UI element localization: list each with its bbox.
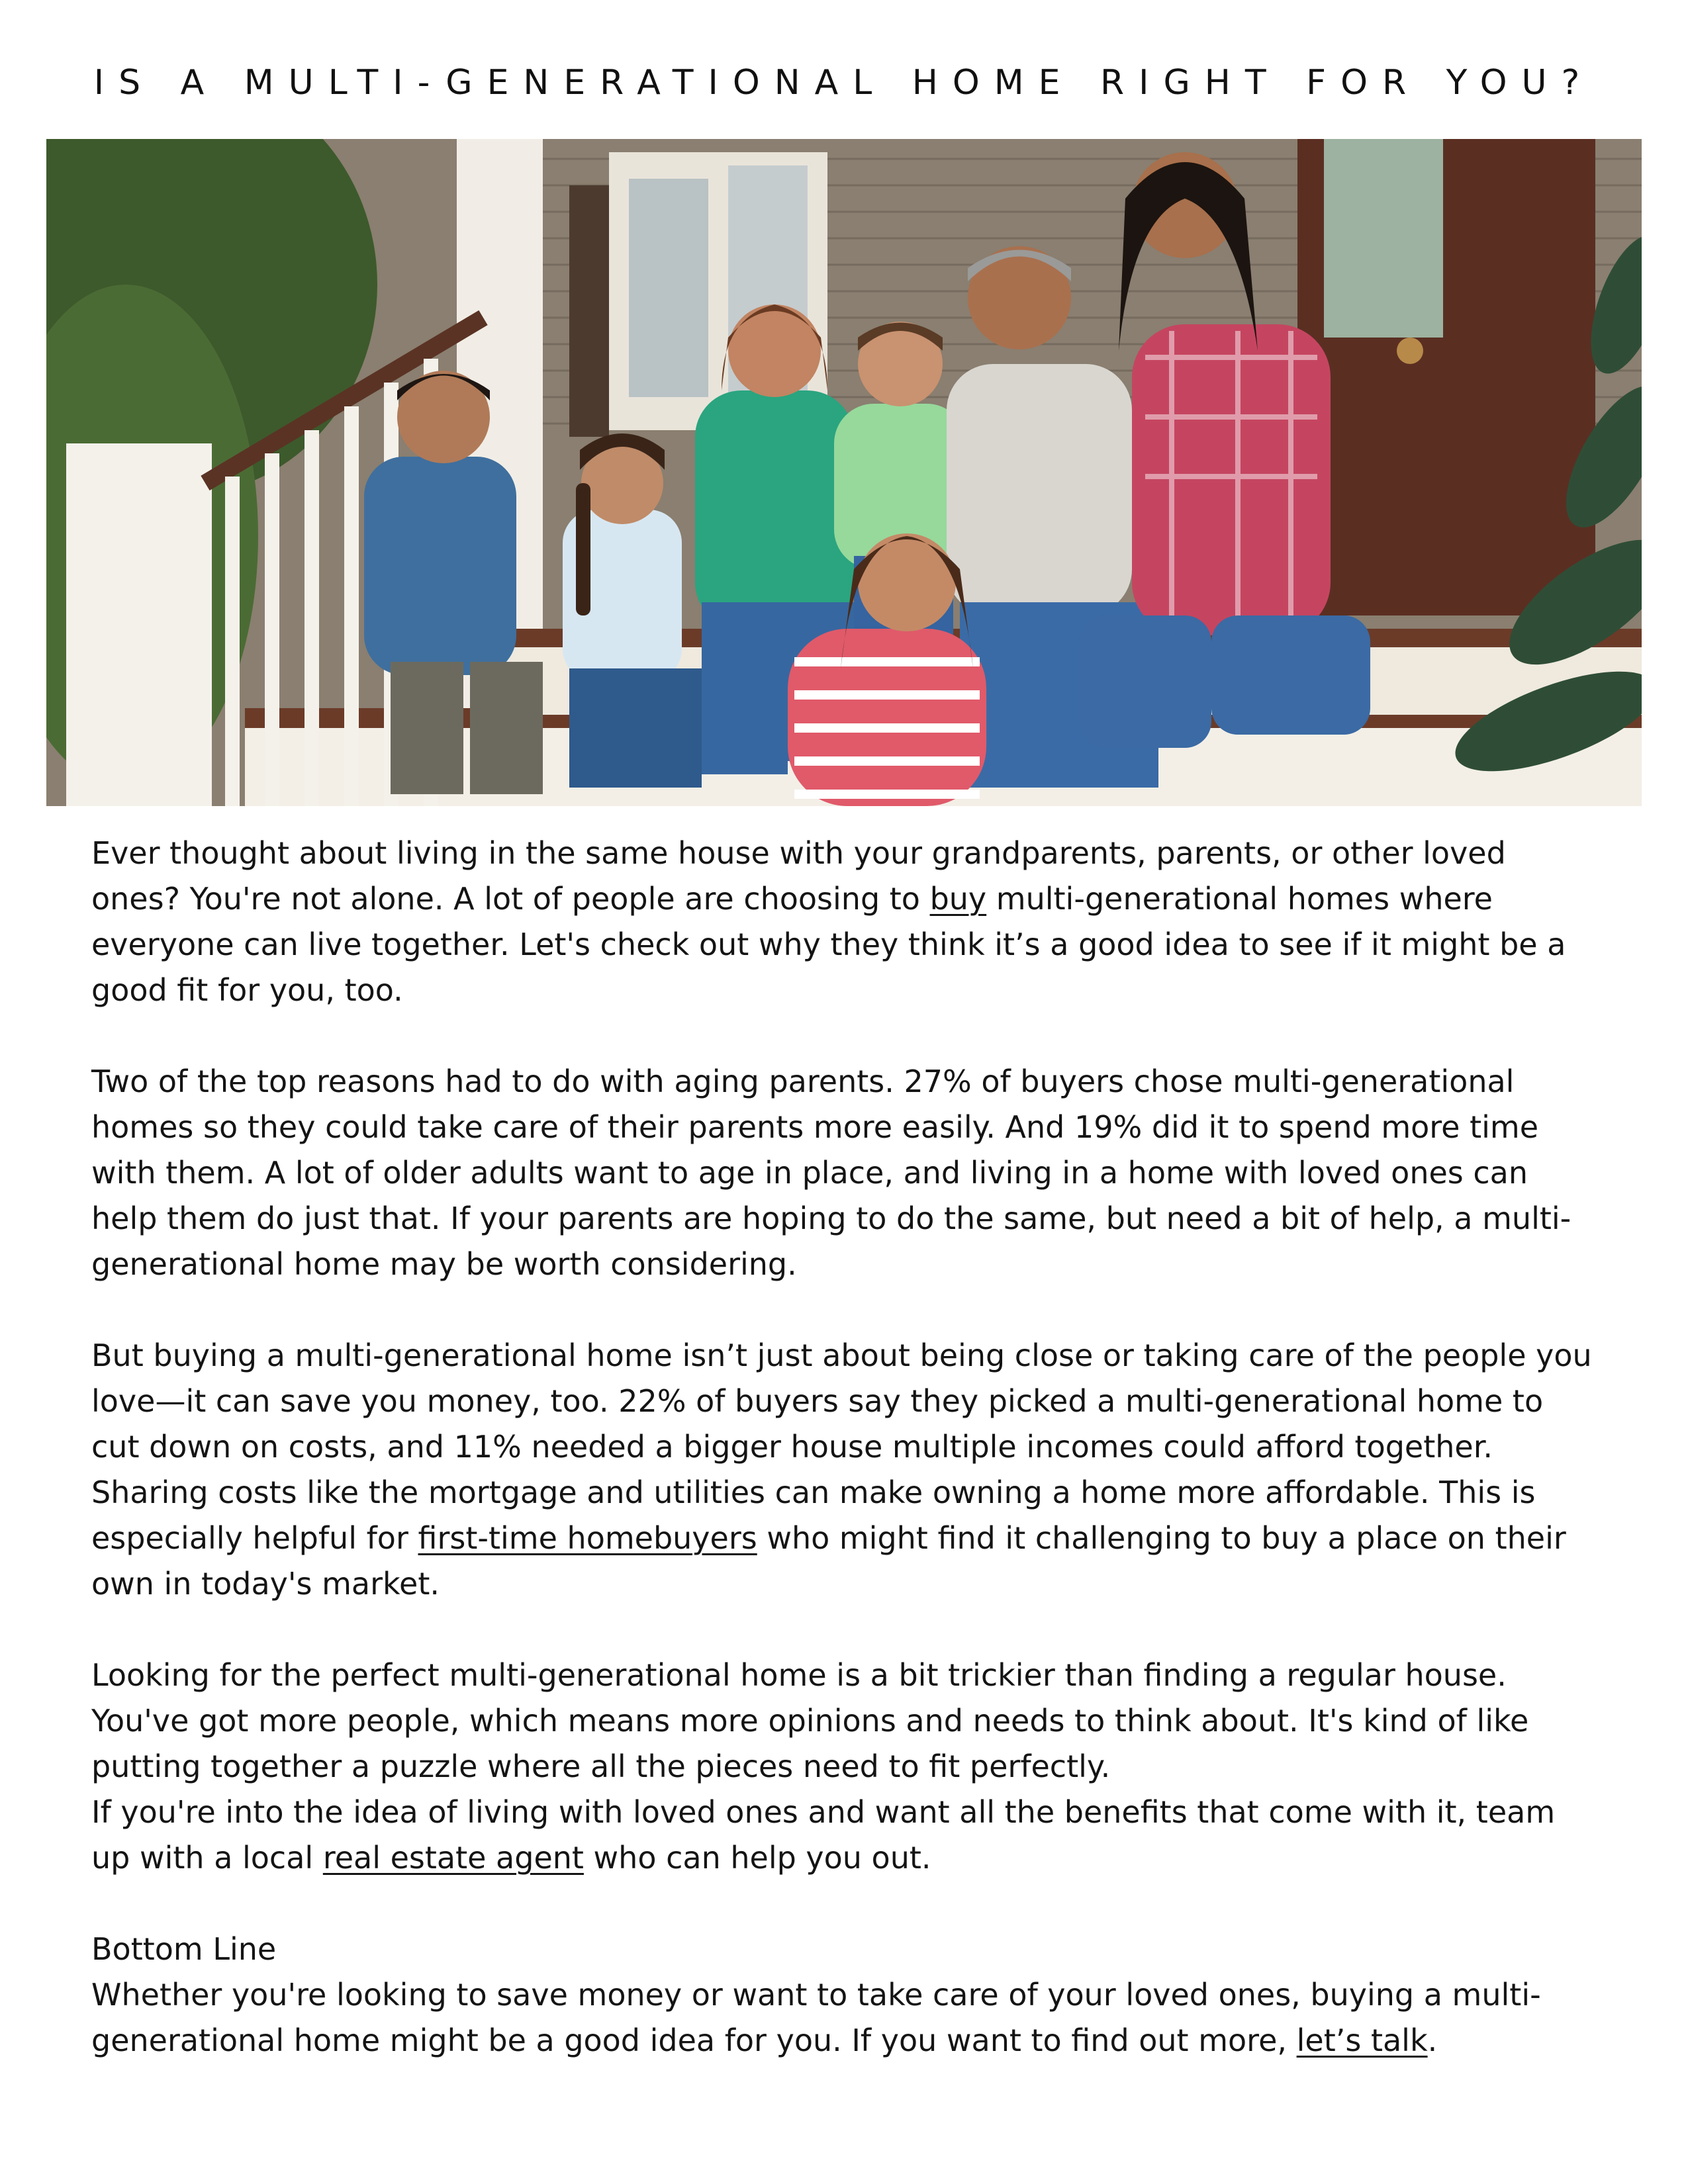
door-knocker <box>1397 338 1423 364</box>
paragraph-intro <box>91 831 1601 1013</box>
paragraph-sharing-costs-text-b: who might find it challenging to buy a place on their own in today's market. <box>91 1520 1566 1602</box>
paragraph-gap <box>91 1013 1601 1059</box>
lets-talk-link[interactable]: let’s talk <box>1296 2023 1428 2058</box>
page-title: IS A MULTI-GENERATIONAL HOME RIGHT FOR YOU? <box>93 62 1595 103</box>
article-body <box>91 831 1601 2064</box>
first-time-homebuyers-link[interactable]: first-time homebuyers <box>418 1520 757 1556</box>
paragraph-gap <box>91 1287 1601 1333</box>
paragraph-gap <box>91 1607 1601 1653</box>
window-pane-left <box>629 179 708 397</box>
paragraph-sharing-costs-text-a: Sharing costs like the mortgage and utilities can make owning a home more affordable. This is especially helpful for <box>91 1475 1536 1556</box>
real-estate-agent-link[interactable]: real estate agent <box>322 1840 584 1876</box>
paragraph-finding-home: Looking for the perfect multi-generational home is a bit trickier than finding a regular house. You've got more people, which means more opinions and needs to think about. It's kind of like putting together a puzzle where all the pieces need to fit perfectly. <box>91 1657 1529 1784</box>
paragraph-conclusion-text-b: . <box>1427 2023 1438 2058</box>
paragraph-intro-text-b: multi-generational homes where everyone can live together. Let's check out why they think it’s a good idea to see if it might be a good fit for you, too. <box>91 881 1566 1008</box>
hero-family-photo <box>46 139 1642 806</box>
paragraph-conclusion-text-a: Whether you're looking to save money or want to take care of your loved ones, buying a multi-generational home might be a good idea for you. If you want to find out more, <box>91 1977 1541 2058</box>
paragraph-aging-parents: Two of the top reasons had to do with aging parents. 27% of buyers chose multi-generational homes so they could take care of their parents more easily. And 19% did it to spend more time with them. A lot of older adults want to age in place, and living in a home with loved ones can help them do just that. If your parents are hoping to do the same, but need a bit of help, a multi-generational home may be worth considering. <box>91 1064 1571 1282</box>
paragraph-save-money: But buying a multi-generational home isn’t just about being close or taking care of the people you love—it can save you money, too. 22% of buyers say they picked a multi-generational home to cut down on costs, and 11% needed a bigger house multiple incomes could afford together. <box>91 1338 1592 1465</box>
buy-link[interactable]: buy <box>929 881 987 917</box>
paragraph-team-up <box>91 1790 1601 1881</box>
window-shutter <box>569 185 609 437</box>
paragraph-sharing-costs <box>91 1470 1601 1607</box>
family-photo-illustration <box>46 139 1642 806</box>
railing-newel-post <box>66 443 212 806</box>
paragraph-conclusion <box>91 1972 1601 2064</box>
paragraph-gap <box>91 1881 1601 1927</box>
door-glass <box>1324 139 1443 338</box>
paragraph-team-up-text-a: If you're into the idea of living with loved ones and want all the benefits that come with it, team up with a local <box>91 1794 1556 1876</box>
paragraph-team-up-text-b: who can help you out. <box>583 1840 931 1876</box>
bottom-line-heading: Bottom Line <box>91 1931 277 1967</box>
paragraph-intro-text-a: Ever thought about living in the same house with your grandparents, parents, or other loved ones? You're not alone. A lot of people are choosing to <box>91 835 1506 917</box>
